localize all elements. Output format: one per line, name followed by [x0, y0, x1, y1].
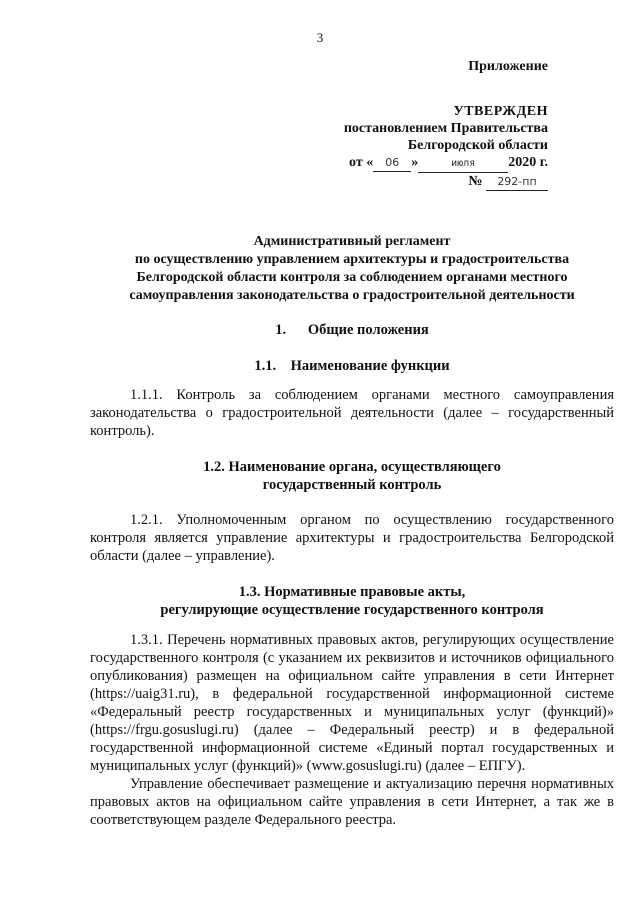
section-1-2-heading	[90, 458, 614, 494]
section-1-1-heading: 1.1. Наименование функции	[254, 358, 450, 374]
section-1-3-line-1: 1.3. Нормативные правовые акты,	[238, 584, 466, 600]
approval-line-2: Белгородской области	[407, 138, 548, 153]
number-prefix: №	[468, 174, 483, 189]
section-1-3-line-2: регулирующие осуществление государственного контроля	[160, 602, 544, 618]
title-line-2: по осуществлению управлением архитектуры и градостроительства	[134, 252, 570, 267]
date-day: 06	[373, 154, 411, 172]
appendix-label: Приложение	[468, 59, 548, 74]
section-1-3-body	[90, 631, 614, 829]
approval-date	[344, 154, 548, 173]
date-month: июля	[418, 155, 508, 173]
date-mid: »	[411, 155, 419, 170]
date-year: 2020 г.	[508, 155, 548, 170]
paragraph-1-1-1: 1.1.1. Контроль за соблюдением органами местного самоуправления законодательства о градостроительной деятельности (далее – государственный контроль).	[90, 387, 614, 439]
title-line-1: Административный регламент	[253, 234, 451, 249]
paragraph-1-2-1: 1.2.1. Уполномоченным органом по осуществлению государственного контроля является управление архитектуры и градостроительства Белгородской области (далее – управление).	[90, 512, 614, 564]
section-1-heading: 1. Общие положения	[275, 322, 429, 338]
approval-number	[344, 173, 548, 191]
date-prefix: от «	[349, 155, 374, 170]
paragraph-1-3-1: 1.3.1. Перечень нормативных правовых актов, регулирующих осуществление государственного контроля (с указанием их реквизитов и источников официального опубликования) размещен на официальном сайте управления в сети Интернет (https://uaig31.ru), в федеральной государственной информационной системе «Федеральный реестр государственных и муниципальных услуг (функций)» (https://frgu.gosuslugi.ru) (далее – Федеральный реестр) и в федеральной государственной информационной системе «Единый портал государственных и муниципальных услуг (функций)» (www.gosuslugi.ru) (далее – ЕПГУ).	[90, 632, 614, 774]
approval-stamp	[344, 58, 548, 191]
document-title	[90, 233, 614, 305]
section-1-2-line-2: государственный контроль	[262, 477, 442, 493]
approval-line-1: постановлением Правительства	[343, 121, 548, 136]
document-number: 292-пп	[486, 173, 548, 191]
section-1-3-heading	[90, 583, 614, 619]
title-line-4: самоуправления законодательства о градостроительной деятельности	[129, 288, 575, 303]
page-number: 3	[316, 30, 324, 45]
approved-label: УТВЕРЖДЕН	[453, 104, 548, 119]
paragraph-1-3-2: Управление обеспечивает размещение и актуализацию перечня нормативных правовых актов на официальном сайте управления в сети Интернет, а так же в соответствующем разделе Федерального реестра.	[90, 776, 614, 828]
title-line-3: Белгородской области контроля за соблюдением органами местного	[136, 270, 568, 285]
section-1-2-line-1: 1.2. Наименование органа, осуществляющего	[203, 459, 501, 475]
